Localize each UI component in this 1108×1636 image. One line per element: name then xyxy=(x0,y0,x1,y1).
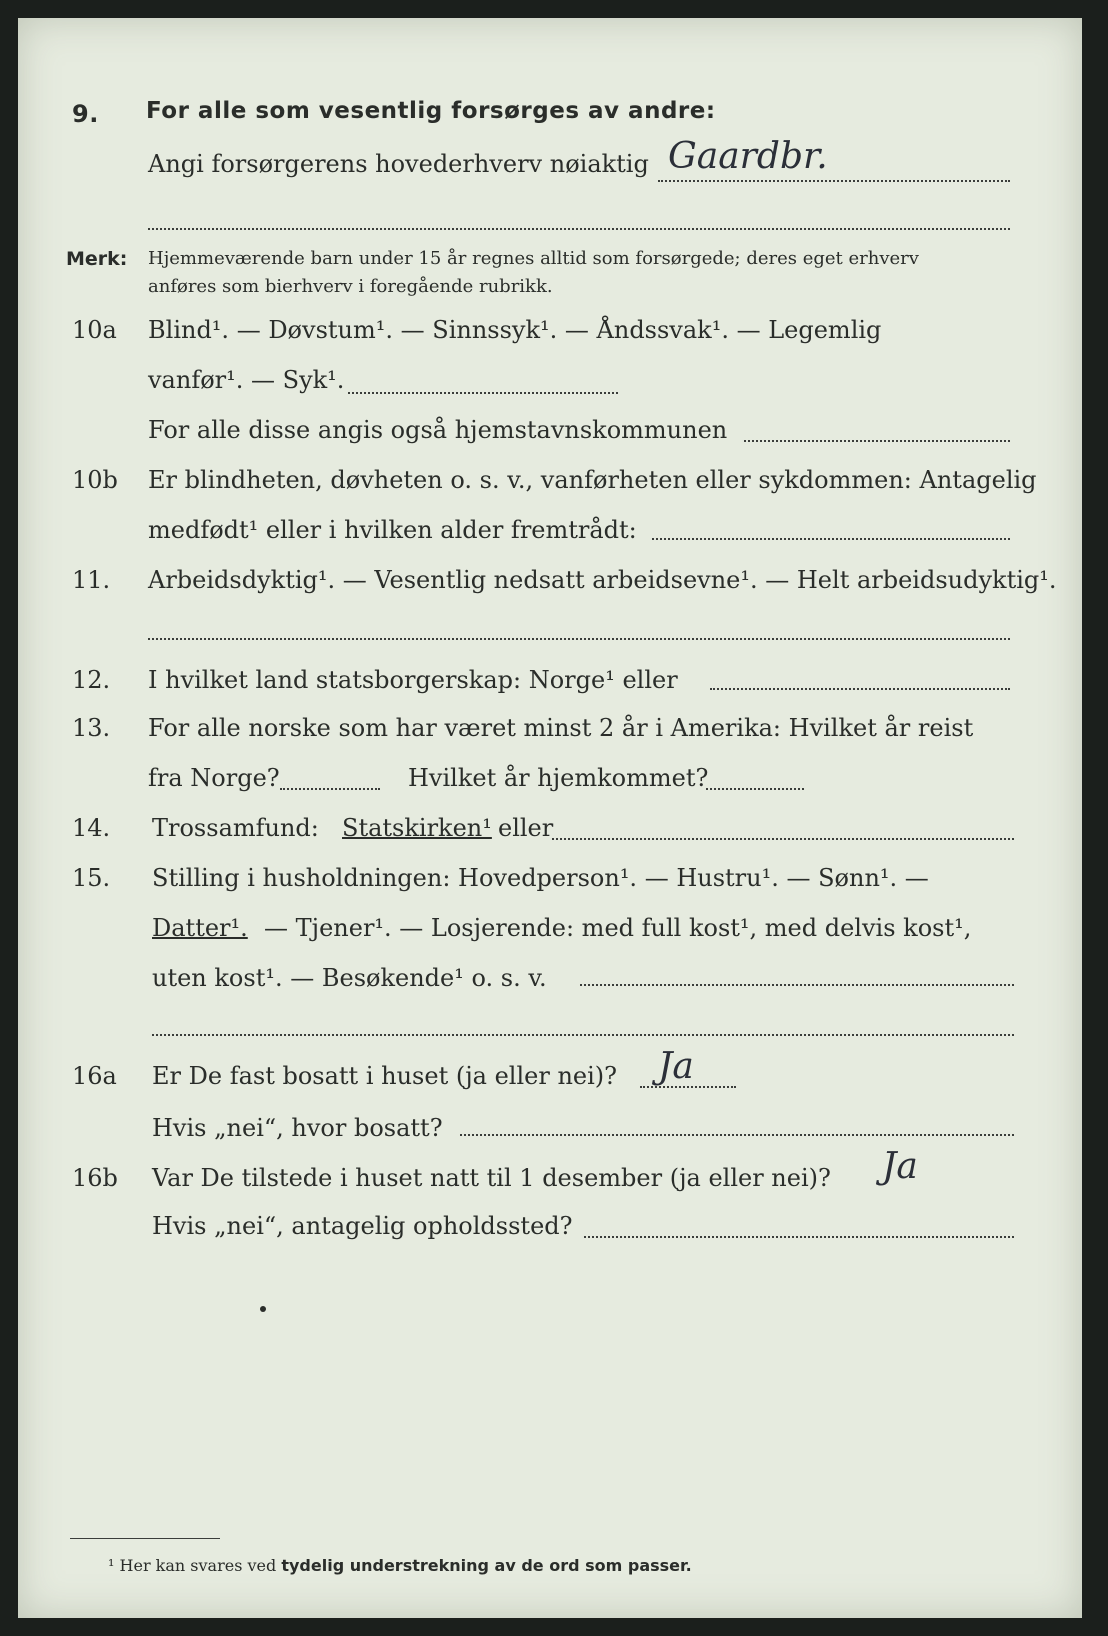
q16b-number: 16b xyxy=(72,1164,118,1192)
q10b-number: 10b xyxy=(72,466,118,494)
q10b-line-2: medfødt¹ eller i hvilken alder fremtrådt: xyxy=(148,516,637,544)
census-form-page xyxy=(18,18,1082,1618)
footnote-rule xyxy=(70,1538,220,1539)
q14-label: Trossamfund: xyxy=(152,814,319,842)
q14-answer-line[interactable] xyxy=(552,838,1014,840)
q9-label: Angi forsørgerens hovederhverv nøiaktig xyxy=(148,150,649,178)
footnote-text-bold: tydelig understrekning av de ord som passer. xyxy=(281,1556,692,1575)
q10a-kommune-line[interactable] xyxy=(744,440,1010,442)
footnote xyxy=(108,1556,692,1575)
q13-line-2b: Hvilket år hjemkommet? xyxy=(408,764,709,792)
q16b-line-2: Hvis „nei“, antagelig opholdssted? xyxy=(152,1212,573,1240)
q16b-line-1: Var De tilstede i huset natt til 1 desember (ja eller nei)? xyxy=(152,1164,831,1192)
q16b-handwritten-answer: Ja xyxy=(882,1146,918,1187)
footnote-mark: ¹ xyxy=(108,1556,115,1575)
q10b-answer-line[interactable] xyxy=(652,538,1010,540)
footnote-text-plain: Her kan svares ved xyxy=(119,1556,277,1575)
q11-number: 11. xyxy=(72,566,111,594)
merk-label: Merk: xyxy=(66,248,128,270)
q10b-line-1: Er blindheten, døvheten o. s. v., vanførheten eller sykdommen: Antagelig xyxy=(148,466,1037,494)
q9-answer-line[interactable] xyxy=(658,180,1010,182)
q15-answer-line[interactable] xyxy=(580,984,1014,986)
q16a-answer-line[interactable] xyxy=(640,1086,736,1088)
q13-line-1: For alle norske som har været minst 2 år i Amerika: Hvilket år reist xyxy=(148,714,974,742)
q13-line-2a: fra Norge? xyxy=(148,764,280,792)
q15-line-1: Stilling i husholdningen: Hovedperson¹. — Hustru¹. — Sønn¹. — xyxy=(152,864,929,892)
q12-number: 12. xyxy=(72,666,111,694)
q11-answer-line[interactable] xyxy=(148,638,1010,640)
q9-number: 9. xyxy=(72,100,99,128)
q16a-line-2: Hvis „nei“, hvor bosatt? xyxy=(152,1114,443,1142)
merk-line-2: anføres som bierhverv i foregående rubrikk. xyxy=(148,276,553,297)
q16a-handwritten-answer: Ja xyxy=(658,1046,694,1087)
q15-line-2b: — Tjener¹. — Losjerende: med full kost¹, med delvis kost¹, xyxy=(264,914,972,942)
q14-number: 14. xyxy=(72,814,111,842)
q13-number: 13. xyxy=(72,714,111,742)
q9-handwritten-answer: Gaardbr. xyxy=(668,136,828,177)
q15-line-3: uten kost¹. — Besøkende¹ o. s. v. xyxy=(152,964,547,992)
ink-dot xyxy=(260,1306,266,1312)
q15-number: 15. xyxy=(72,864,111,892)
q10a-line-1: Blind¹. — Døvstum¹. — Sinnssyk¹. — Åndssvak¹. — Legemlig xyxy=(148,316,882,344)
q11-line-1: Arbeidsdyktig¹. — Vesentlig nedsatt arbeidsevne¹. — Helt arbeidsudyktig¹. xyxy=(148,566,1057,594)
q14-rest: eller xyxy=(498,814,554,842)
q15-extra-line[interactable] xyxy=(152,1034,1014,1036)
q16a-bosatt-line[interactable] xyxy=(460,1134,1014,1136)
q16a-line-1: Er De fast bosatt i huset (ja eller nei)? xyxy=(152,1062,618,1090)
q16a-number: 16a xyxy=(72,1062,117,1090)
q9-title: For alle som vesentlig forsørges av andre: xyxy=(146,98,716,124)
q10a-line-2: vanfør¹. — Syk¹. xyxy=(148,366,345,394)
q13-hjemkommet-line[interactable] xyxy=(706,788,804,790)
q9-extra-line[interactable] xyxy=(148,228,1010,230)
q10a-syk-line[interactable] xyxy=(348,392,618,394)
q15-option-datter[interactable]: Datter¹. xyxy=(152,914,248,942)
q10a-number: 10a xyxy=(72,316,117,344)
q14-option-statskirken[interactable]: Statskirken¹ xyxy=(342,814,492,842)
q10a-line-3: For alle disse angis også hjemstavnskommunen xyxy=(148,416,728,444)
merk-line-1: Hjemmeværende barn under 15 år regnes alltid som forsørgede; deres eget erhverv xyxy=(148,248,919,269)
q12-answer-line[interactable] xyxy=(710,688,1010,690)
q13-reist-line[interactable] xyxy=(280,788,380,790)
q16b-opholdssted-line[interactable] xyxy=(584,1236,1014,1238)
q12-line-1: I hvilket land statsborgerskap: Norge¹ eller xyxy=(148,666,678,694)
